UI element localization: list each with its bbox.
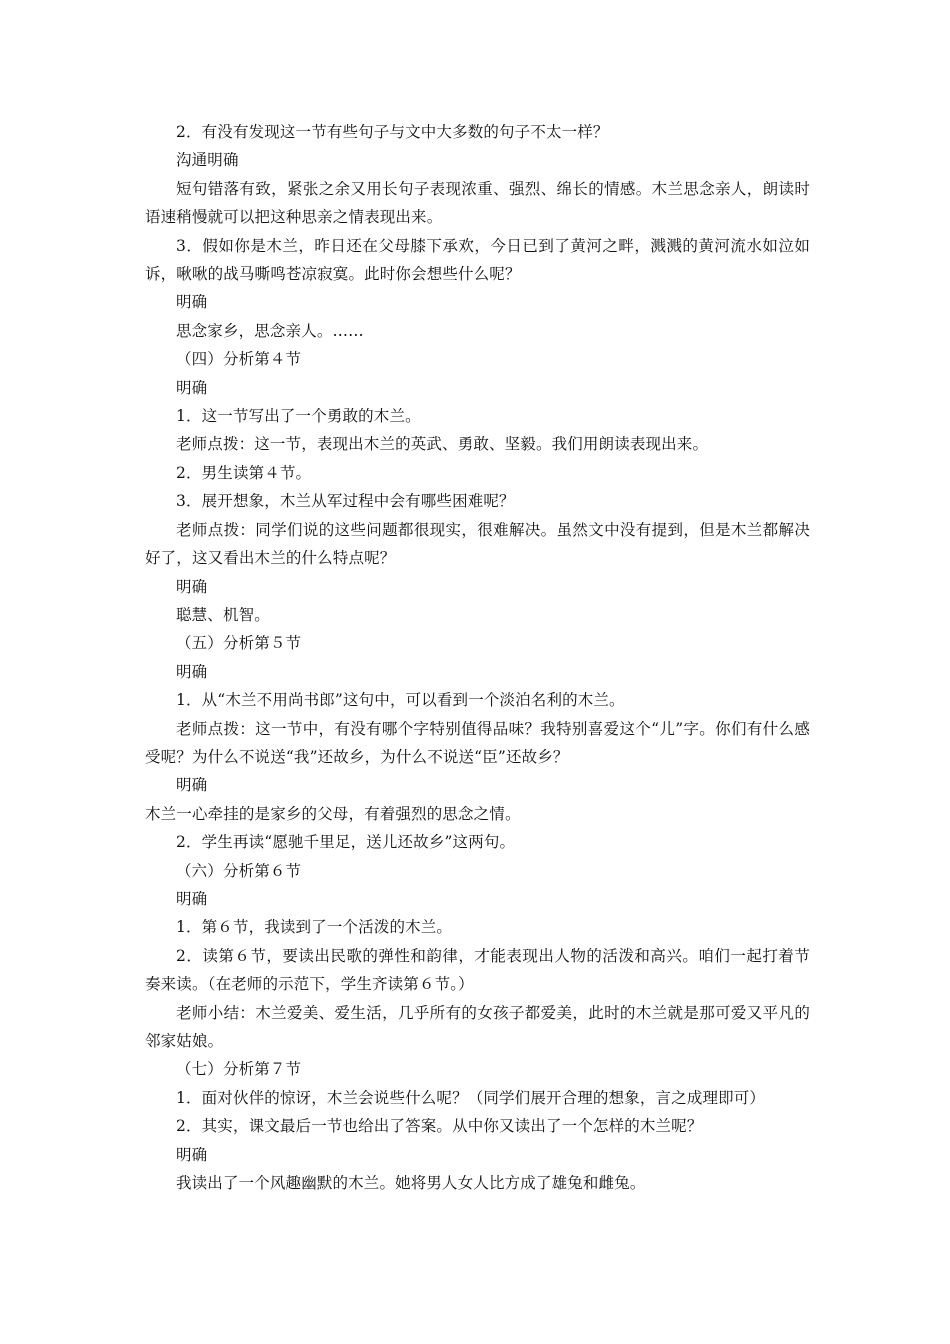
paragraph: 老师小结：木兰爱美、爱生活，几乎所有的女孩子都爱美，此时的木兰就是那可爱又平凡的邻家姑娘。	[145, 1003, 810, 1050]
paragraph: 木兰一心牵挂的是家乡的父母，有着强烈的思念之情。	[145, 804, 521, 823]
paragraph: 明确	[176, 662, 208, 681]
paragraph: 老师点拨：同学们说的这些问题都很现实，很难解决。虽然文中没有提到，但是木兰都解决好了，这又看出木兰的什么特点呢？	[145, 520, 810, 568]
paragraph: 2．学生再读“愿驰千里足，送儿还故乡”这两句。	[176, 833, 516, 852]
paragraph: 明确	[176, 1145, 208, 1164]
paragraph: 明确	[176, 293, 208, 312]
paragraph: 1．第６节，我读到了一个活泼的木兰。	[176, 918, 453, 937]
paragraph: 明确	[176, 577, 208, 596]
paragraph: 明确	[176, 378, 208, 397]
paragraph: 3．展开想象，木兰从军过程中会有哪些困难呢？	[176, 492, 515, 511]
paragraph: 老师点拨：这一节中，有没有哪个字特别值得品味？我特别喜爱这个“儿”字。你们有什么感受呢？为什么不说送“我”还故乡，为什么不说送“臣”还故乡？	[145, 719, 810, 766]
section-heading: （五）分析第５节	[176, 634, 302, 653]
paragraph: 聪慧、机智。	[176, 605, 270, 624]
section-heading: （六）分析第６节	[176, 861, 302, 880]
paragraph: 短句错落有致，紧张之余又用长句子表现浓重、强烈、绵长的情感。木兰思念亲人，朗读时语速稍慢就可以把这种思亲之情表现出来。	[145, 179, 810, 227]
paragraph: 老师点拨：这一节，表现出木兰的英武、勇敢、坚毅。我们用朗读表现出来。	[176, 435, 709, 454]
paragraph: 1．这一节写出了一个勇敢的木兰。	[176, 407, 421, 426]
paragraph: 沟通明确	[176, 151, 239, 170]
paragraph: 3．假如你是木兰，昨日还在父母膝下承欢，今日已到了黄河之畔，溅溅的黄河流水如泣如诉，啾啾的战马嘶鸣苍凉寂寞。此时你会想些什么呢？	[145, 236, 810, 284]
paragraph: 我读出了一个风趣幽默的木兰。她将男人女人比方成了雄兔和雌兔。	[176, 1174, 646, 1193]
paragraph: 1．从“木兰不用尚书郎”这句中，可以看到一个淡泊名利的木兰。	[176, 691, 625, 710]
paragraph: 明确	[176, 889, 208, 908]
paragraph: 思念家乡，思念亲人。……	[176, 321, 364, 340]
paragraph: 明确	[176, 776, 208, 795]
section-heading: （七）分析第７节	[176, 1060, 302, 1079]
paragraph: 2．读第６节，要读出民歌的弹性和韵律，才能表现出人物的活泼和高兴。咱们一起打着节奏来读。（在老师的示范下，学生齐读第６节。）	[145, 946, 810, 994]
section-heading: （四）分析第４节	[176, 350, 302, 369]
paragraph: 2．男生读第４节。	[176, 463, 312, 482]
paragraph: 2．其实，课文最后一节也给出了答案。从中你又读出了一个怎样的木兰呢？	[176, 1117, 703, 1136]
paragraph: 2．有没有发现这一节有些句子与文中大多数的句子不太一样？	[176, 123, 609, 141]
document-page	[145, 118, 810, 1197]
paragraph: 1．面对伙伴的惊讶，木兰会说些什么呢？（同学们展开合理的想象，言之成理即可）	[176, 1088, 766, 1107]
